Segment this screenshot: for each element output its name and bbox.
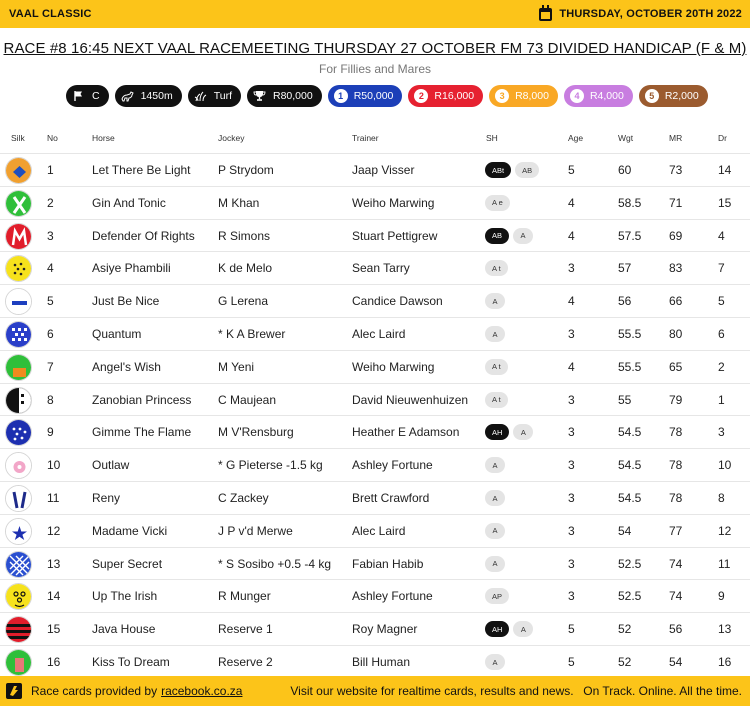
draw-value: 9: [718, 589, 725, 604]
chip-horse: [115, 85, 182, 107]
jockey-name: * K A Brewer: [218, 327, 286, 341]
merit-rating: 54: [669, 655, 683, 669]
horse-name[interactable]: Zanobian Princess: [92, 392, 192, 407]
draw-value: 4: [718, 228, 725, 243]
silk-icon: [5, 452, 32, 479]
racebook-link[interactable]: racebook.co.za: [161, 684, 243, 698]
silk-icon: [5, 518, 32, 545]
table-row[interactable]: [0, 284, 750, 317]
sh-badges: [485, 260, 508, 276]
footer-message: Visit our website for realtime cards, results and news.: [290, 684, 574, 698]
jockey-name: M V'Rensburg: [218, 425, 294, 440]
chip-label: R2,000: [664, 90, 699, 102]
trainer-name: Heather E Adamson: [352, 425, 460, 440]
top-bar: [0, 0, 750, 28]
merit-rating: 71: [669, 195, 683, 210]
col-wgt: Wgt: [618, 133, 634, 143]
weight-value: 52.5: [618, 589, 642, 604]
chip-label: Turf: [213, 90, 232, 102]
age-value: 3: [568, 261, 575, 276]
jockey-name: * G Pieterse -1.5 kg: [218, 458, 323, 473]
age-value: 5: [568, 655, 575, 669]
jockey-name: R Munger: [218, 589, 271, 604]
sh-badge: AB: [515, 162, 539, 178]
table-row[interactable]: [0, 383, 750, 416]
silk-icon: [5, 551, 32, 578]
draw-value: 7: [718, 261, 725, 276]
place-number: 4: [570, 89, 584, 103]
sh-badges: [485, 588, 509, 604]
col-no: No: [47, 133, 58, 143]
col-trainer: Trainer: [352, 133, 379, 143]
sh-badges: [485, 424, 533, 440]
sh-badge: AB: [485, 228, 509, 244]
sh-badge: AH: [485, 621, 509, 637]
chip-label: R80,000: [272, 90, 313, 102]
weight-value: 58.5: [618, 195, 642, 210]
horse-name[interactable]: Outlaw: [92, 458, 130, 473]
merit-rating: 83: [669, 261, 683, 276]
horse-name[interactable]: Super Secret: [92, 556, 163, 571]
table-row[interactable]: [0, 153, 750, 186]
merit-rating: 73: [669, 163, 683, 177]
table-row[interactable]: [0, 219, 750, 252]
age-value: 3: [568, 556, 575, 571]
sh-badges: [485, 162, 539, 178]
weight-value: 52: [618, 622, 632, 637]
col-jockey: Jockey: [218, 133, 245, 143]
venue-name: VAAL CLASSIC: [9, 8, 92, 20]
merit-rating: 78: [669, 425, 683, 440]
runner-number: 5: [47, 294, 54, 309]
prize-chip-4: [564, 85, 633, 107]
sh-badge: A: [485, 457, 505, 473]
table-row[interactable]: [0, 350, 750, 383]
jockey-name: C Zackey: [218, 491, 269, 505]
silk-icon: [5, 190, 32, 217]
age-value: 4: [568, 228, 575, 243]
runner-number: 15: [47, 622, 61, 637]
silk-icon: [5, 419, 32, 446]
horse-name[interactable]: Up The Irish: [92, 589, 158, 604]
horse-name[interactable]: Madame Vicki: [92, 523, 168, 538]
runner-number: 11: [47, 491, 60, 505]
trainer-name: Ashley Fortune: [352, 589, 433, 604]
col-silk: Silk: [11, 133, 25, 143]
trainer-name: Sean Tarry: [352, 261, 410, 276]
draw-value: 5: [718, 294, 725, 309]
footer-tagline: On Track. Online. All the time.: [583, 684, 742, 698]
sh-badges: [485, 228, 533, 244]
table-row[interactable]: [0, 251, 750, 284]
sh-badges: [485, 556, 505, 572]
silk-icon: [5, 649, 32, 676]
silk-icon: [5, 321, 32, 348]
prize-chip-3: [489, 85, 558, 107]
merit-rating: 79: [669, 392, 683, 407]
sh-badges: [485, 195, 510, 211]
merit-rating: 78: [669, 458, 683, 473]
chip-label: R4,000: [589, 90, 624, 102]
age-value: 3: [568, 491, 575, 505]
calendar-icon[interactable]: [539, 8, 552, 21]
col-age: Age: [568, 133, 584, 143]
jockey-name: J P v'd Merwe: [218, 523, 293, 538]
merit-rating: 77: [669, 523, 683, 538]
sh-badge: A: [485, 556, 505, 572]
sh-badge: A: [485, 523, 505, 539]
draw-value: 8: [718, 491, 725, 505]
date-label: THURSDAY, OCTOBER 20TH 2022: [559, 8, 742, 20]
meeting-date: [539, 8, 742, 21]
horse-name[interactable]: Quantum: [92, 327, 142, 341]
runner-number: 13: [47, 556, 61, 571]
silk-icon: [5, 387, 32, 414]
runner-number: 8: [47, 392, 54, 407]
runner-number: 12: [47, 523, 61, 538]
jockey-name: G Lerena: [218, 294, 269, 309]
age-value: 4: [568, 195, 575, 210]
horse-name[interactable]: Java House: [92, 622, 156, 637]
sh-badge: A t: [485, 392, 508, 408]
weight-value: 55: [618, 392, 632, 407]
draw-value: 12: [718, 523, 732, 538]
race-info-chips: [66, 85, 708, 107]
horse-name[interactable]: Just Be Nice: [92, 294, 160, 309]
weight-value: 56: [618, 294, 632, 309]
trainer-name: Alec Laird: [352, 523, 406, 538]
sh-badges: [485, 392, 508, 408]
sh-badge: A: [485, 293, 505, 309]
racebook-logo-icon: [6, 683, 22, 699]
silk-icon: [5, 255, 32, 282]
footer-bar: [0, 676, 750, 706]
horse-icon: [121, 89, 135, 103]
place-number: 5: [645, 89, 659, 103]
merit-rating: 65: [669, 359, 683, 374]
trainer-name: Bill Human: [352, 655, 411, 669]
chip-label: R50,000: [353, 90, 394, 102]
weight-value: 54.5: [618, 425, 642, 440]
footer-credit: Race cards provided by: [31, 684, 158, 698]
silk-icon: [5, 583, 32, 610]
age-value: 4: [568, 294, 575, 309]
horse-name[interactable]: Reny: [92, 491, 121, 505]
place-number: 2: [414, 89, 428, 103]
sh-badges: [485, 359, 508, 375]
trainer-name: Ashley Fortune: [352, 458, 433, 473]
sh-badges: [485, 654, 505, 670]
table-row[interactable]: [0, 612, 750, 645]
horse-name[interactable]: Asiye Phambili: [92, 261, 171, 276]
jockey-name: Reserve 1: [218, 622, 273, 637]
sh-badge: A: [485, 490, 505, 506]
runner-number: 14: [47, 589, 61, 604]
col-mr: MR: [669, 133, 683, 143]
age-value: 3: [568, 392, 575, 407]
sh-badge: A: [513, 424, 533, 440]
trainer-name: David Nieuwenhuizen: [352, 392, 469, 407]
trainer-name: Weiho Marwing: [352, 359, 435, 374]
runner-number: 10: [47, 458, 61, 473]
jockey-name: M Yeni: [218, 359, 255, 374]
table-header: [0, 126, 750, 153]
weight-value: 54: [618, 523, 632, 538]
grass-icon: [194, 89, 208, 103]
trainer-name: Brett Crawford: [352, 491, 430, 505]
jockey-name: M Khan: [218, 195, 260, 210]
draw-value: 2: [718, 359, 725, 374]
table-row[interactable]: [0, 186, 750, 219]
age-value: 3: [568, 589, 575, 604]
age-value: 5: [568, 622, 575, 637]
weight-value: 54.5: [618, 458, 642, 473]
runner-number: 7: [47, 359, 54, 374]
draw-value: 6: [718, 327, 725, 341]
jockey-name: P Strydom: [218, 163, 274, 177]
draw-value: 1: [718, 392, 725, 407]
sh-badge: A: [485, 654, 505, 670]
merit-rating: 80: [669, 327, 683, 341]
chip-label: R16,000: [434, 90, 475, 102]
weight-value: 55.5: [618, 327, 642, 341]
draw-value: 3: [718, 425, 725, 440]
horse-name[interactable]: Kiss To Dream: [92, 655, 170, 669]
age-value: 3: [568, 523, 575, 538]
sh-badge: A: [513, 621, 533, 637]
jockey-name: Reserve 2: [218, 655, 273, 669]
age-value: 5: [568, 163, 575, 177]
trainer-name: Roy Magner: [352, 622, 418, 637]
col-sh: SH: [486, 133, 498, 143]
table-row[interactable]: [0, 481, 750, 514]
sh-badge: AH: [485, 424, 509, 440]
runner-number: 6: [47, 327, 54, 341]
age-value: 3: [568, 458, 575, 473]
merit-rating: 74: [669, 589, 683, 604]
chip-label: 1450m: [140, 90, 173, 102]
sh-badge: A t: [485, 260, 508, 276]
age-value: 3: [568, 327, 575, 341]
chip-flag: [66, 85, 109, 107]
weight-value: 52.5: [618, 556, 642, 571]
weight-value: 52: [618, 655, 632, 669]
silk-icon: [5, 157, 32, 184]
prize-chip-2: [408, 85, 483, 107]
draw-value: 13: [718, 622, 732, 637]
runner-number: 4: [47, 261, 54, 276]
horse-name[interactable]: Angel's Wish: [92, 359, 161, 374]
table-row[interactable]: [0, 317, 750, 350]
jockey-name: R Simons: [218, 228, 271, 243]
merit-rating: 66: [669, 294, 683, 309]
table-row[interactable]: [0, 645, 750, 678]
sh-badges: [485, 621, 533, 637]
col-dr: Dr: [718, 133, 727, 143]
table-row[interactable]: [0, 579, 750, 612]
merit-rating: 78: [669, 491, 683, 505]
weight-value: 57.5: [618, 228, 642, 243]
sh-badges: [485, 293, 505, 309]
flag-icon: [72, 89, 86, 103]
merit-rating: 69: [669, 228, 683, 243]
prize-chip-1: [328, 85, 403, 107]
runner-number: 9: [47, 425, 54, 440]
table-row[interactable]: [0, 448, 750, 481]
jockey-name: C Maujean: [218, 392, 277, 407]
draw-value: 10: [718, 458, 732, 473]
chip-trophy: [247, 85, 322, 107]
sh-badge: A: [485, 326, 505, 342]
sh-badges: [485, 523, 505, 539]
table-row[interactable]: [0, 514, 750, 547]
horse-name[interactable]: Let There Be Light: [92, 163, 191, 177]
trainer-name: Candice Dawson: [352, 294, 443, 309]
race-title: RACE #8 16:45 NEXT VAAL RACEMEETING THURSDAY 27 OCTOBER FM 73 DIVIDED HANDICAP (F & M): [3, 40, 747, 57]
sh-badge: A t: [485, 359, 508, 375]
draw-value: 16: [718, 655, 732, 669]
jockey-name: * S Sosibo +0.5 -4 kg: [218, 556, 332, 571]
runner-number: 1: [47, 163, 54, 177]
merit-rating: 56: [669, 622, 683, 637]
place-number: 3: [495, 89, 509, 103]
jockey-name: K de Melo: [218, 261, 273, 276]
sh-badges: [485, 490, 505, 506]
trainer-name: Weiho Marwing: [352, 195, 435, 210]
sh-badge: AP: [485, 588, 509, 604]
trainer-name: Fabian Habib: [352, 556, 424, 571]
runner-number: 2: [47, 195, 54, 210]
horse-name[interactable]: Gimme The Flame: [92, 425, 192, 440]
age-value: 3: [568, 425, 575, 440]
sh-badges: [485, 326, 505, 342]
horse-name[interactable]: Defender Of Rights: [92, 228, 195, 243]
weight-value: 54.5: [618, 491, 642, 505]
merit-rating: 74: [669, 556, 683, 571]
table-row[interactable]: [0, 415, 750, 448]
runner-number: 3: [47, 228, 54, 243]
draw-value: 14: [718, 163, 732, 177]
trainer-name: Alec Laird: [352, 327, 406, 341]
col-horse: Horse: [92, 133, 115, 143]
chip-label: C: [92, 90, 100, 102]
trainer-name: Jaap Visser: [352, 163, 415, 177]
draw-value: 11: [718, 556, 731, 571]
silk-icon: [5, 223, 32, 250]
weight-value: 57: [618, 261, 632, 276]
age-value: 4: [568, 359, 575, 374]
horse-name[interactable]: Gin And Tonic: [92, 195, 166, 210]
sh-badge: A e: [485, 195, 510, 211]
weight-value: 60: [618, 163, 632, 177]
silk-icon: [5, 288, 32, 315]
race-subtitle: For Fillies and Mares: [318, 62, 432, 76]
table-row[interactable]: [0, 547, 750, 580]
chip-grass: [188, 85, 241, 107]
chip-label: R8,000: [515, 90, 549, 102]
sh-badges: [485, 457, 505, 473]
silk-icon: [5, 616, 32, 643]
place-number: 1: [334, 89, 348, 103]
trophy-icon: [253, 89, 267, 103]
weight-value: 55.5: [618, 359, 642, 374]
prize-chip-5: [639, 85, 708, 107]
sh-badge: A: [513, 228, 533, 244]
draw-value: 15: [718, 195, 732, 210]
silk-icon: [5, 354, 32, 381]
silk-icon: [5, 485, 32, 512]
trainer-name: Stuart Pettigrew: [352, 228, 438, 243]
sh-badge: ABt: [485, 162, 511, 178]
runner-number: 16: [47, 655, 61, 669]
